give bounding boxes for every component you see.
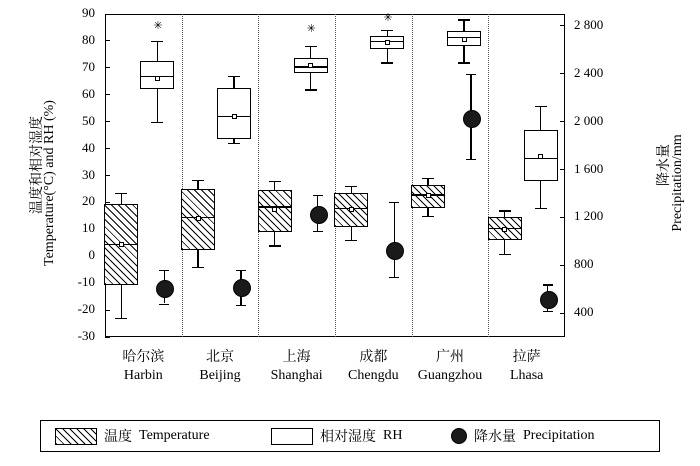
y-tick-label-left: 0 (88, 247, 95, 263)
legend-item-0 (55, 421, 210, 451)
box-outlier: ✳ (383, 12, 393, 25)
x-axis-label-en: Lhasa (509, 367, 544, 383)
y-tick-left (105, 337, 110, 338)
category-separator (335, 14, 336, 337)
legend-label-cn: 温度 (104, 430, 132, 445)
precipitation-error-cap-upper (236, 270, 246, 271)
box-whisker-upper (540, 106, 541, 130)
precipitation-error-cap-lower (313, 231, 323, 232)
box-whisker-lower (197, 250, 198, 267)
legend-label-en: Precipitation (523, 428, 595, 443)
box-whisker-lower (427, 208, 428, 216)
box-cap-upper (381, 30, 393, 31)
box-mean-marker (538, 154, 543, 159)
x-axis-label-lhasa (475, 349, 579, 384)
x-axis-label-cn: 拉萨 (512, 350, 541, 365)
box-whisker-lower (504, 240, 505, 253)
category-separator (182, 14, 183, 337)
x-axis-label-cn: 上海 (282, 350, 311, 365)
y-tick-label-left: -30 (77, 328, 95, 343)
box-cap-lower (192, 267, 204, 268)
y-tick-label-left: 70 (82, 58, 95, 74)
y-tick-right (560, 169, 565, 170)
box-mean-marker (272, 207, 277, 212)
y-tick-label-left: 10 (82, 220, 95, 236)
precipitation-error-cap-lower (159, 304, 169, 305)
y-tick-right (560, 265, 565, 266)
box-outlier: ✳ (306, 23, 316, 36)
box-cap-lower (381, 62, 393, 63)
x-axis-label-en: Guangzhou (417, 367, 483, 383)
box-cap-lower (115, 318, 127, 319)
box-cap-upper (422, 178, 434, 179)
precipitation-error-cap-upper (466, 74, 476, 75)
open-box-icon (271, 428, 313, 445)
legend-label-cn: 降水量 (474, 430, 516, 445)
box-whisker-lower (310, 73, 311, 89)
precipitation-error-cap-lower (236, 305, 246, 306)
y-tick-left (105, 202, 110, 203)
box-cap-upper (345, 186, 357, 187)
box-cap-lower (535, 208, 547, 209)
box-cap-lower (151, 122, 163, 123)
legend-item-1 (271, 421, 402, 451)
box-cap-upper (151, 41, 163, 42)
box-mean-marker (232, 114, 237, 119)
box-cap-lower (228, 143, 240, 144)
box-whisker-upper (274, 181, 275, 190)
box-mean-marker (155, 76, 160, 81)
box-cap-upper (535, 106, 547, 107)
box-cap-lower (422, 216, 434, 217)
y-tick-left (105, 121, 110, 122)
x-axis-label-cn: 成都 (359, 350, 388, 365)
box-whisker-upper (157, 41, 158, 61)
y-tick-label-left: 40 (82, 139, 95, 155)
y-tick-right (560, 217, 565, 218)
y-tick-label-left: 90 (82, 5, 95, 20)
precipitation-error-cap-upper (159, 270, 169, 271)
box-whisker-upper (121, 193, 122, 204)
y-tick-label-left: 50 (82, 112, 95, 128)
box-whisker-upper (310, 46, 311, 58)
box-cap-lower (499, 254, 511, 255)
box-mean-marker (385, 40, 390, 45)
y-axis-title-left-en: Temperature(°C) and RH (%) (42, 100, 57, 266)
box-cap-upper (499, 210, 511, 211)
y-tick-label-right: 2 800 (574, 16, 604, 32)
y-axis-title-left-cn: 温度和相对湿度 (30, 116, 45, 214)
precipitation-point (540, 291, 558, 309)
y-tick-left (105, 310, 110, 311)
y-tick-left (105, 67, 110, 68)
precipitation-error-cap-lower (389, 277, 399, 278)
y-tick-right (560, 73, 565, 74)
legend (40, 420, 660, 452)
y-tick-label-right: 400 (574, 304, 594, 320)
precipitation-error-cap-upper (543, 284, 553, 285)
y-tick-label-left: 80 (82, 31, 95, 47)
box-whisker-lower (351, 227, 352, 240)
filled-circle-icon (451, 428, 467, 444)
x-axis-label-cn: 哈尔滨 (122, 350, 165, 365)
x-axis-label-en: Shanghai (270, 367, 323, 383)
precipitation-point (386, 242, 404, 260)
y-tick-label-right: 1 200 (574, 208, 604, 224)
box-mean-marker (349, 207, 354, 212)
y-tick-right (560, 25, 565, 26)
y-tick-label-left: 60 (82, 85, 95, 101)
box-mean-marker (119, 242, 124, 247)
box-cap-upper (192, 180, 204, 181)
y-tick-label-right: 1 600 (574, 160, 604, 176)
y-tick-label-right: 2 400 (574, 64, 604, 80)
box-whisker-upper (197, 180, 198, 189)
precipitation-point (310, 206, 328, 224)
legend-label-cn: 相对湿度 (320, 430, 376, 445)
box-mean-marker (462, 37, 467, 42)
box-cap-upper (458, 19, 470, 20)
y-tick-left (105, 148, 110, 149)
box-whisker-lower (274, 232, 275, 245)
y-tick-label-left: 30 (82, 166, 95, 182)
x-axis-label-cn: 广州 (436, 350, 464, 365)
box-whisker-lower (121, 285, 122, 319)
box-mean-marker (426, 193, 431, 198)
box-mean-marker (308, 63, 313, 68)
y-tick-right (560, 121, 565, 122)
y-axis-title-right-cn: 降水量 (657, 144, 672, 186)
precipitation-error-cap-upper (389, 202, 399, 203)
box-whisker-lower (157, 89, 158, 121)
box-cap-upper (115, 193, 127, 194)
box-cap-upper (228, 76, 240, 77)
legend-item-2 (451, 421, 595, 451)
precipitation-error-cap-upper (313, 195, 323, 196)
y-tick-label-left: 20 (82, 193, 95, 209)
precipitation-point (463, 110, 481, 128)
box-cap-upper (305, 46, 317, 47)
legend-label-en: RH (383, 428, 403, 443)
y-tick-label-left: -20 (77, 301, 95, 317)
y-tick-right (560, 313, 565, 314)
box-whisker-lower (387, 49, 388, 62)
box-whisker-lower (540, 181, 541, 208)
box-mean-marker (196, 216, 201, 221)
y-axis-title-right-en: Precipitation/mm (670, 134, 685, 232)
y-tick-left (105, 175, 110, 176)
box-cap-upper (269, 181, 281, 182)
hatched-box-icon (55, 428, 97, 445)
precipitation-error-cap-lower (466, 159, 476, 160)
category-separator (488, 14, 489, 337)
box-outlier: ✳ (153, 20, 163, 33)
box-cap-lower (458, 62, 470, 63)
box-mean-marker (502, 227, 507, 232)
box-cap-lower (269, 245, 281, 246)
x-axis-label-en: Harbin (123, 367, 163, 383)
precipitation-error-cap-lower (543, 311, 553, 312)
x-axis-label-en: Chengdu (348, 367, 399, 383)
category-separator (412, 14, 413, 337)
box-whisker-upper (463, 19, 464, 31)
x-axis-label-cn: 北京 (206, 350, 234, 365)
box-cap-lower (305, 89, 317, 90)
y-tick-label-right: 800 (574, 256, 594, 272)
y-tick-label-left: -10 (77, 274, 95, 290)
y-tick-label-right: 2 000 (574, 112, 604, 128)
box-whisker-lower (463, 46, 464, 62)
x-axis-label-en: Beijing (199, 367, 241, 383)
y-tick-left (105, 40, 110, 41)
legend-label-en: Temperature (139, 428, 210, 443)
box-cap-lower (345, 240, 357, 241)
precipitation-error-bar (394, 202, 395, 277)
y-tick-left (105, 94, 110, 95)
category-separator (258, 14, 259, 337)
y-tick-left (105, 14, 110, 15)
box-whisker-upper (233, 76, 234, 88)
